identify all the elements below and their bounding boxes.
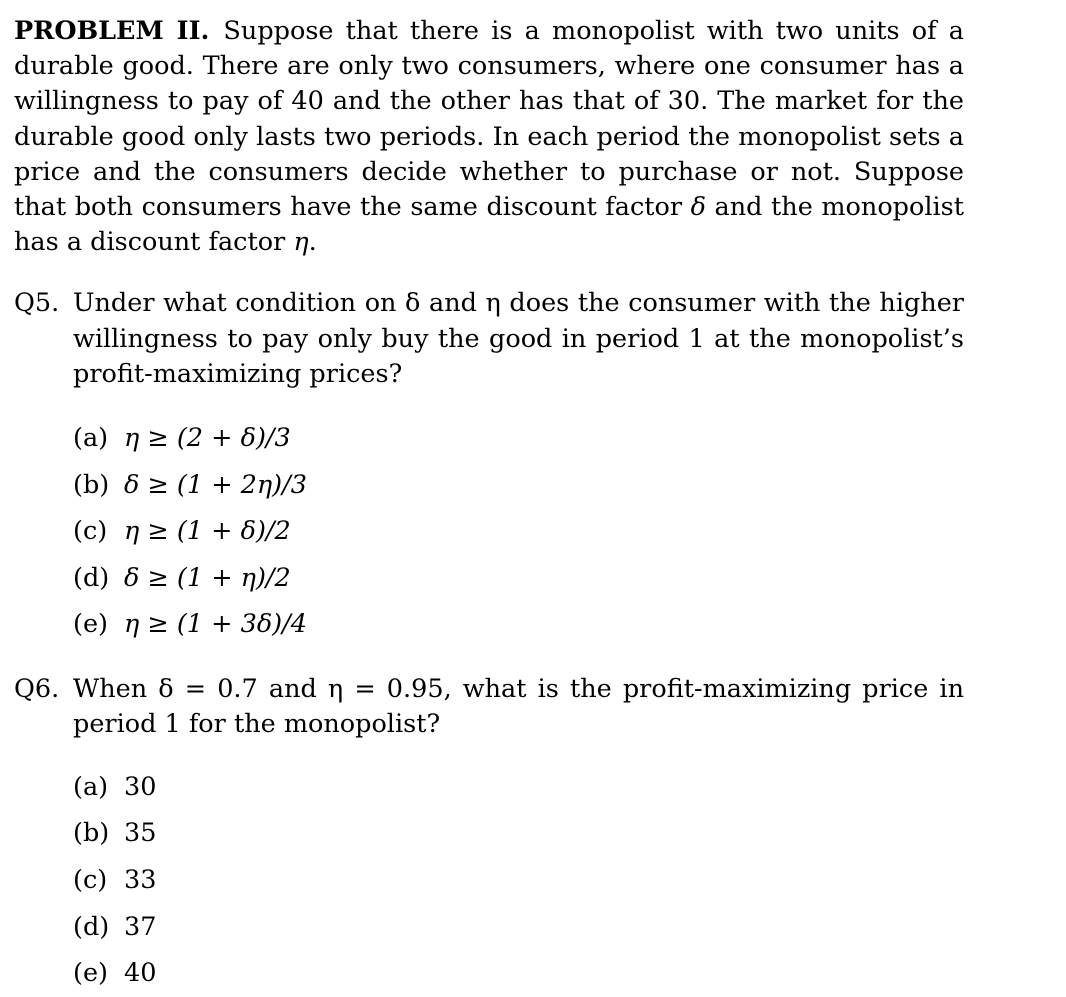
problem-heading: PROBLEM II. (14, 16, 210, 46)
problem-statement (14, 14, 964, 260)
problem-text-end: . (308, 227, 317, 258)
question-number: Q6. (14, 673, 60, 704)
option-expression: η ≥ (1 + 3δ)/4 (124, 609, 307, 640)
question-text: Under what condition on δ and η does the consumer with the higher willingness to pay only buy the good in period 1 at the monopolist’s profit-maximizing prices? (73, 288, 964, 390)
option-expression: η ≥ (1 + δ)/2 (124, 516, 291, 547)
option-item (73, 904, 1054, 951)
option-label: (e) (73, 609, 108, 640)
option-item (73, 415, 1054, 462)
delta-symbol: δ (690, 192, 706, 223)
option-item (73, 810, 1054, 857)
option-label: (d) (73, 562, 110, 593)
eta-symbol: η (293, 227, 309, 258)
option-label: (c) (73, 865, 108, 896)
q5-options (14, 415, 1054, 648)
option-item (73, 857, 1054, 904)
option-item (73, 555, 1054, 602)
option-item (73, 764, 1054, 811)
q6-options (14, 764, 1054, 997)
option-label: (c) (73, 516, 108, 547)
option-label: (e) (73, 958, 108, 989)
option-label: (a) (73, 771, 109, 802)
option-item (73, 601, 1054, 648)
option-value: 33 (124, 865, 157, 896)
option-expression: δ ≥ (1 + 2η)/3 (124, 469, 307, 500)
option-value: 37 (124, 911, 157, 942)
option-expression: η ≥ (2 + δ)/3 (124, 422, 291, 453)
option-expression: δ ≥ (1 + η)/2 (124, 562, 291, 593)
option-label: (b) (73, 818, 110, 849)
problem-text: Suppose that there is a monopolist with two units of a durable good. There are only two consumers, where one consumer has a willingness to pay of 40 and the other has that of 30. The market for the durable good only lasts two periods. In each period the monopolist sets a price and the consumers decide whether to purchase or not. Suppose that both consumers have the same discount factor (14, 16, 964, 223)
option-item (73, 508, 1054, 555)
problem-text-cont: and the monopolist has a discount factor (14, 192, 965, 258)
option-label: (a) (73, 422, 109, 453)
question-number: Q5. (14, 288, 60, 319)
option-label: (d) (73, 911, 110, 942)
option-label: (b) (73, 469, 110, 500)
option-item (73, 950, 1054, 997)
option-value: 40 (124, 958, 157, 989)
option-value: 30 (124, 771, 157, 802)
question-q6 (14, 672, 964, 743)
option-item (73, 462, 1054, 509)
question-q5 (14, 286, 964, 393)
document (14, 14, 1054, 997)
option-value: 35 (124, 818, 157, 849)
question-text: When δ = 0.7 and η = 0.95, what is the profit-maximizing price in period 1 for the monopolist? (73, 673, 964, 740)
